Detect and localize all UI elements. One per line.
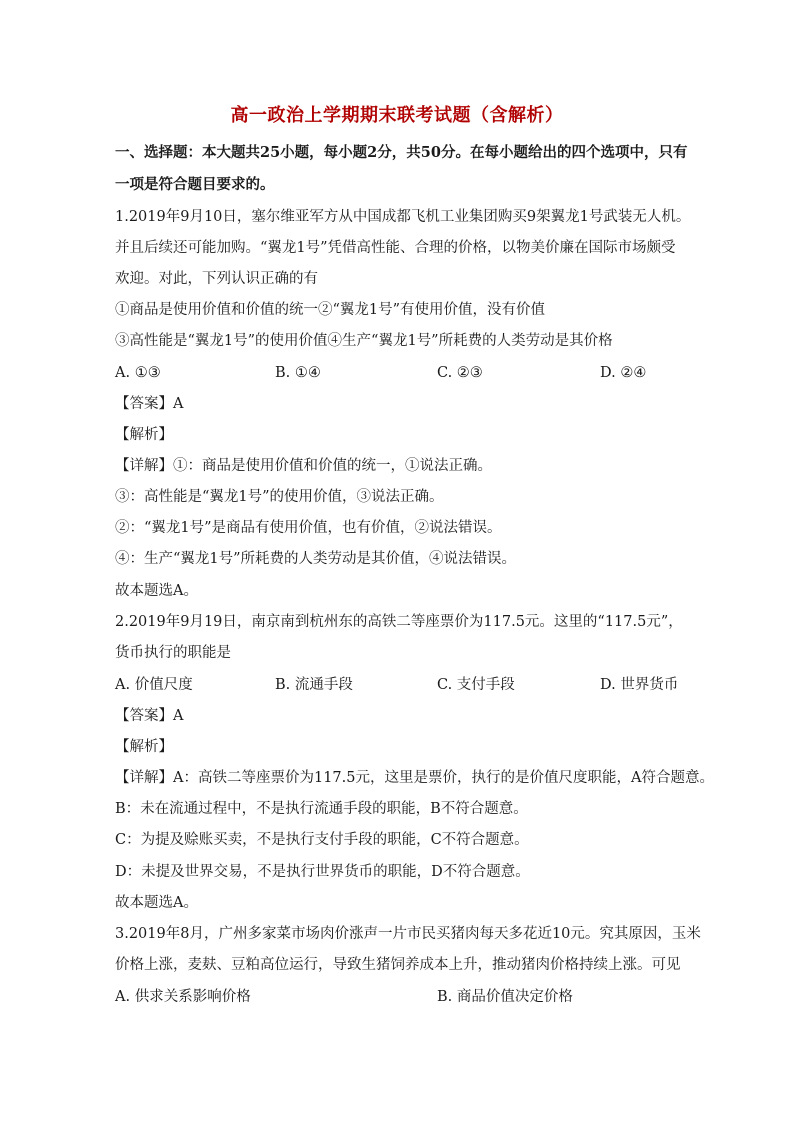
q2-stem-line-2: 货币执行的职能是	[115, 645, 231, 661]
q2-detail-line-4: D：未提及世界交易，不是执行世界货币的职能，D不符合题意。	[115, 864, 530, 880]
q1-detail-line-3: ②：“翼龙1号”是商品有使用价值，也有价值，②说法错误。	[115, 520, 502, 536]
q1-option-a: A. ①③	[115, 365, 161, 381]
q2-detail-line-2: B：未在流通过程中，不是执行流通手段的职能，B不符合题意。	[115, 801, 528, 817]
page-title: 高一政治上学期期末联考试题（含解析）	[230, 105, 564, 126]
q2-option-b: B. 流通手段	[275, 677, 353, 693]
q2-conclusion: 故本题选A。	[115, 895, 198, 911]
q1-conclusion: 故本题选A。	[115, 583, 198, 599]
q1-stem-line-2: 并且后续还可能加购。“翼龙1号”凭借高性能、合理的价格，以物美价廉在国际市场颇受	[115, 240, 676, 256]
q1-option-b: B. ①④	[275, 365, 321, 381]
section-header-line-1: 一、选择题：本大题共25小题，每小题2分，共50分。在每小题给出的四个选项中，只有	[115, 144, 688, 161]
q2-option-d: D. 世界货币	[600, 677, 679, 693]
q1-detail-line-2: ③：高性能是“翼龙1号”的使用价值，③说法正确。	[115, 489, 444, 505]
q1-answer: 【答案】A	[115, 396, 184, 412]
q1-analysis-label: 【解析】	[115, 427, 173, 443]
q2-detail-line-1: 【详解】A：高铁二等座票价为117.5元，这里是票价，执行的是价值尺度职能，A符合题意。	[115, 770, 714, 786]
section-header-line-2: 一项是符合题目要求的。	[115, 176, 275, 193]
q3-option-b: B. 商品价值决定价格	[437, 989, 573, 1005]
q2-stem-line-1: 2.2019年9月19日，南京南到杭州东的高铁二等座票价为117.5元。这里的“117.5元”，	[115, 614, 683, 630]
q2-option-a: A. 价值尺度	[115, 677, 193, 693]
q3-stem-line-2: 价格上涨，麦麸、豆粕高位运行，导致生猪饲养成本上升，推动猪肉价格持续上涨。可见	[115, 957, 681, 973]
q2-option-c: C. 支付手段	[437, 677, 515, 693]
q3-option-a: A. 供求关系影响价格	[115, 989, 251, 1005]
q1-detail-line-4: ④：生产“翼龙1号”所耗费的人类劳动是其价值，④说法错误。	[115, 551, 517, 567]
q2-answer: 【答案】A	[115, 708, 184, 724]
q1-statement-line-2: ③高性能是“翼龙1号”的使用价值④生产“翼龙1号”所耗费的人类劳动是其价格	[115, 333, 613, 349]
q1-detail-line-1: 【详解】①：商品是使用价值和价值的统一，①说法正确。	[115, 458, 492, 474]
q1-option-d: D. ②④	[600, 365, 647, 381]
q3-stem-line-1: 3.2019年8月，广州多家菜市场肉价涨声一片市民买猪肉每天多花近10元。究其原因，玉米	[115, 926, 701, 942]
q2-analysis-label: 【解析】	[115, 739, 173, 755]
q1-option-c: C. ②③	[437, 365, 483, 381]
q1-stem-line-1: 1.2019年9月10日，塞尔维亚军方从中国成都飞机工业集团购买9架翼龙1号武装无人机。	[115, 209, 691, 225]
q2-detail-line-3: C：为提及赊账买卖，不是执行支付手段的职能，C不符合题意。	[115, 832, 529, 848]
q1-statement-line-1: ①商品是使用价值和价值的统一②“翼龙1号”有使用价值，没有价值	[115, 302, 546, 318]
q1-stem-line-3: 欢迎。对此，下列认识正确的有	[115, 271, 318, 287]
